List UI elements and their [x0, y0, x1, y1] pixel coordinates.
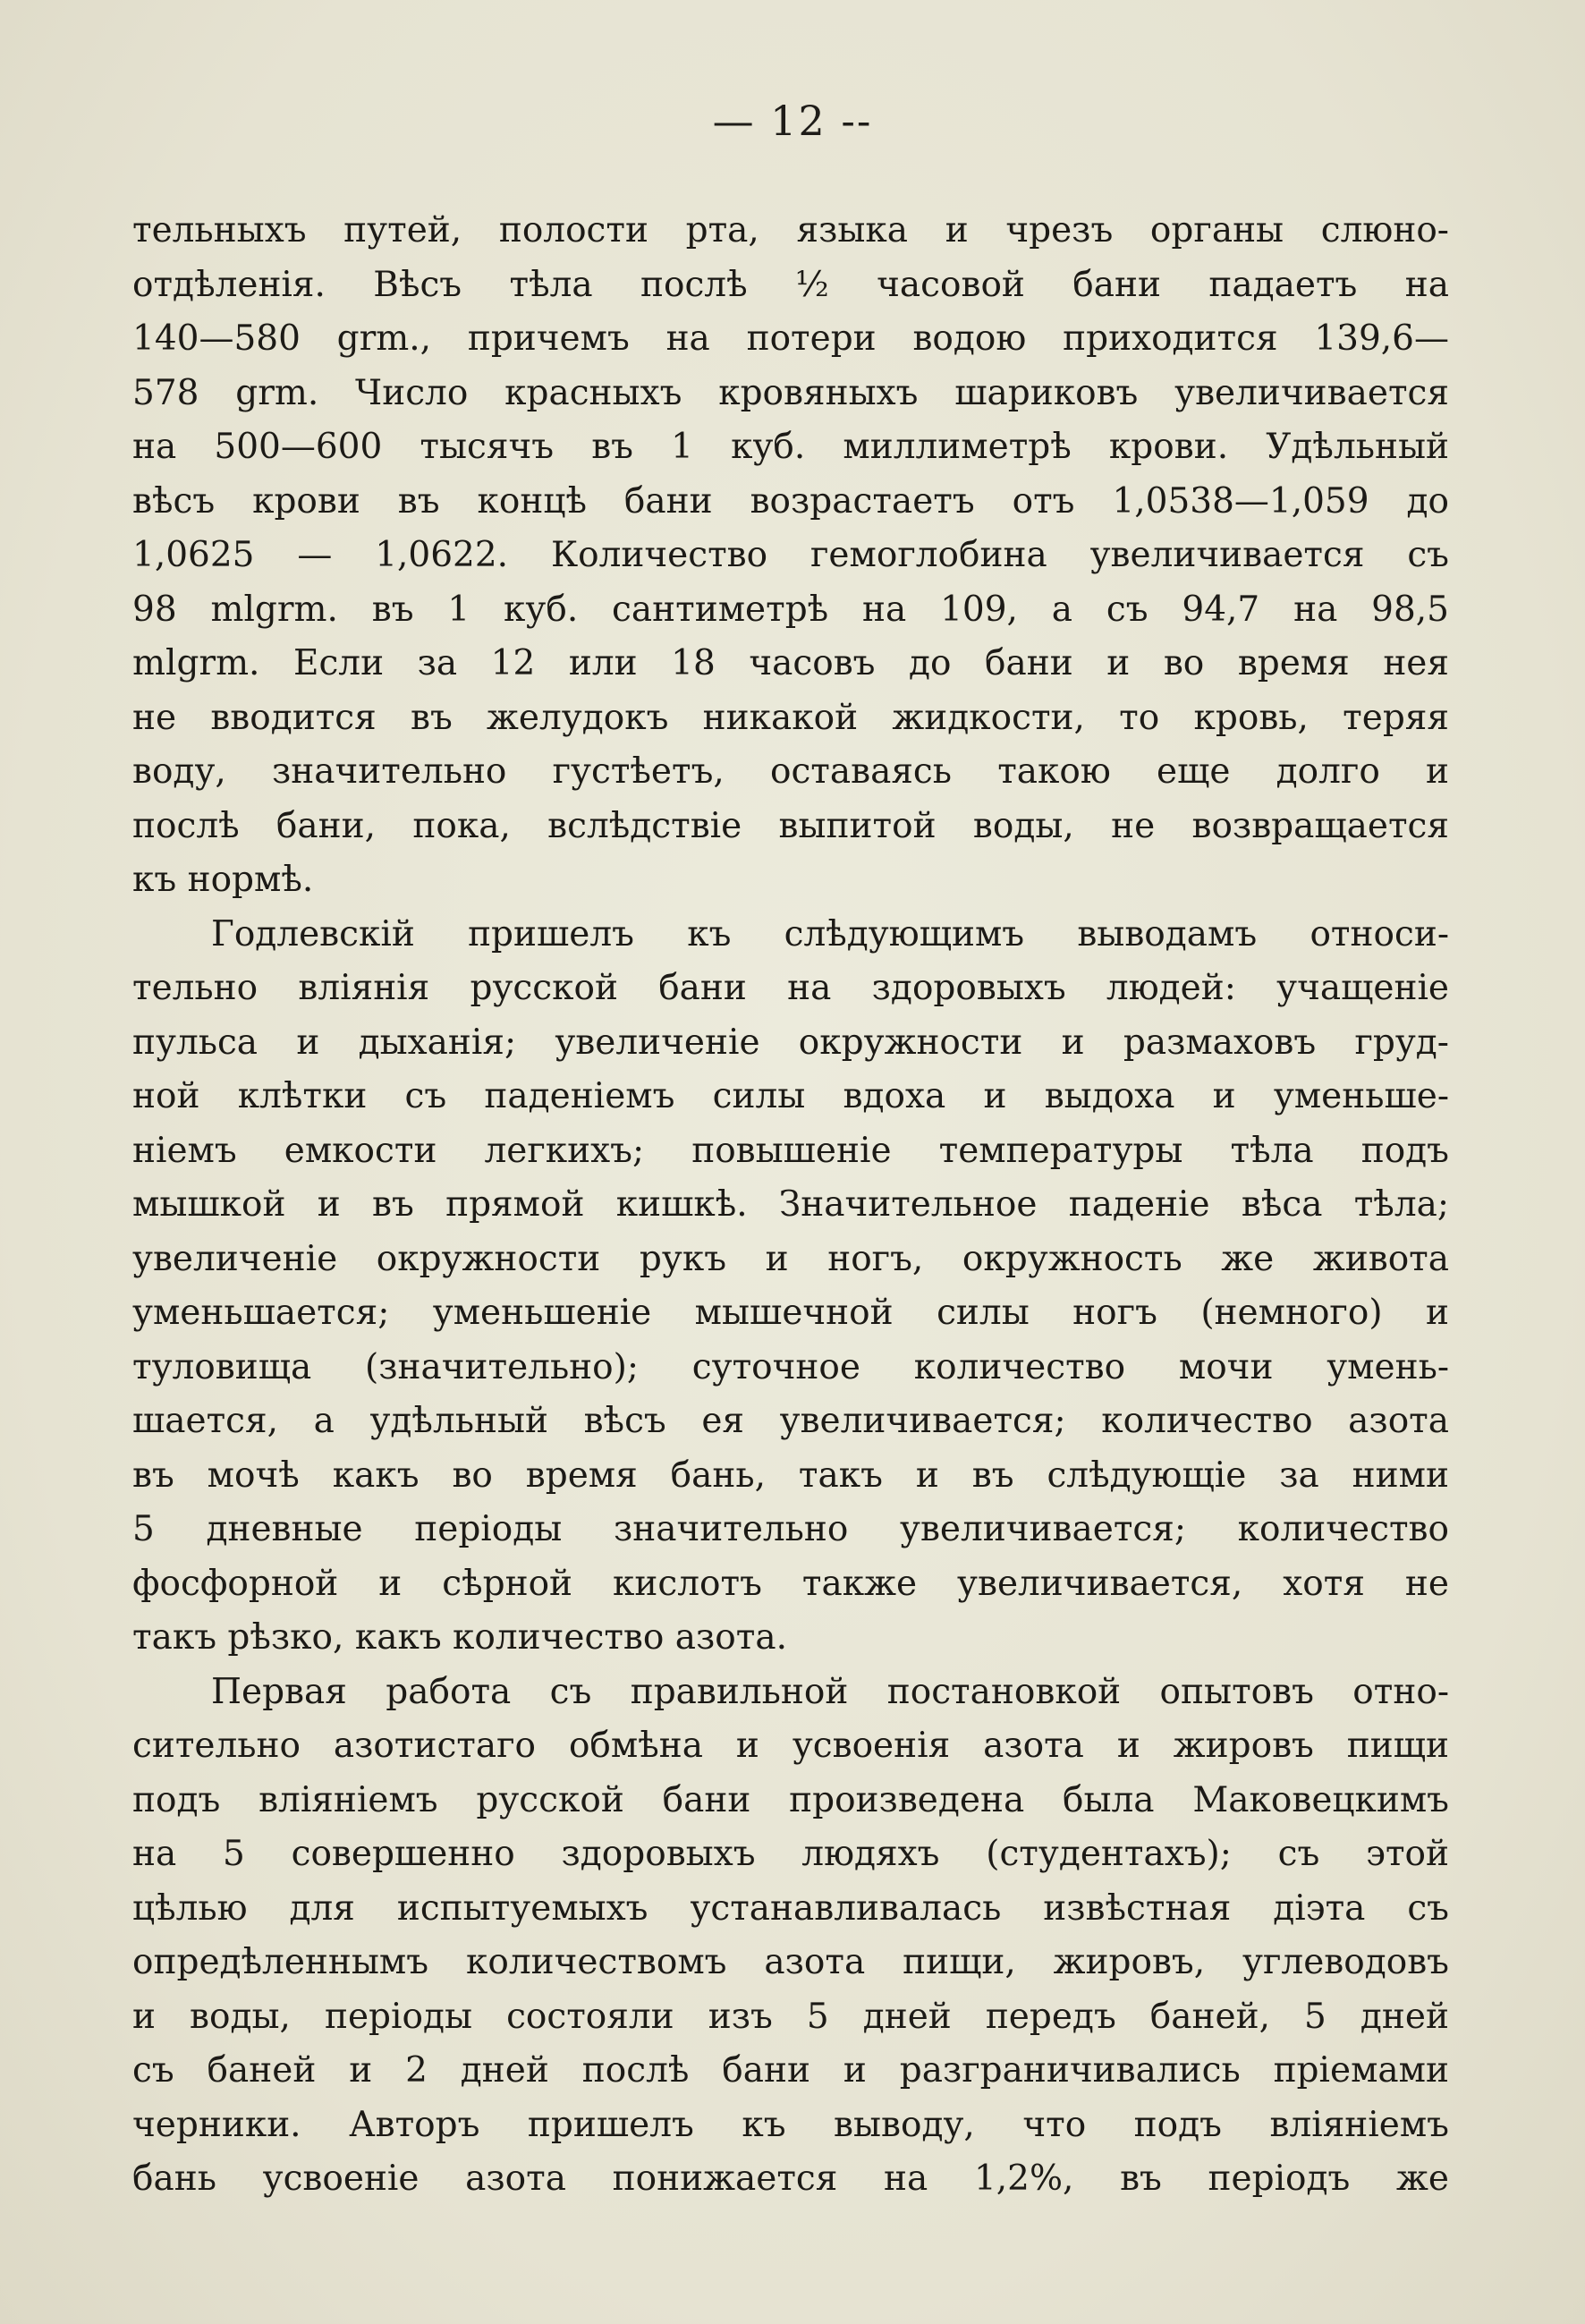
text-line: бань усвоеніе азота понижается на 1,2%, въ періодъ же — [132, 2159, 1449, 2199]
text-line: ной клѣтки съ паденіемъ силы вдоха и выдоха и уменьше- — [132, 1076, 1449, 1116]
text-line: сительно азотистаго обмѣна и усвоенія азота и жировъ пищи — [132, 1726, 1449, 1766]
text-line: и воды, періоды состояли изъ 5 дней передъ баней, 5 дней — [132, 1996, 1449, 2037]
paragraph-1 — [132, 204, 1449, 908]
text-line: ніемъ емкости легкихъ; повышеніе температуры тѣла подъ — [132, 1130, 1449, 1171]
text-line: съ баней и 2 дней послѣ бани и разграничивались пріемами — [132, 2050, 1449, 2091]
text-line: на 5 совершенно здоровыхъ людяхъ (студентахъ); съ этой — [132, 1834, 1449, 1874]
text-line: такъ рѣзко, какъ количество азота. — [132, 1617, 787, 1658]
text-line: mlgrm. Если за 12 или 18 часовъ до бани и во время нея — [132, 643, 1449, 683]
text-line: въ мочѣ какъ во время бань, такъ и въ слѣдующіе за ними — [132, 1455, 1449, 1496]
text-line: Первая работа съ правильной постановкой опытовъ отно- — [211, 1671, 1449, 1712]
text-line: отдѣленія. Вѣсъ тѣла послѣ ½ часовой бани падаетъ на — [132, 264, 1449, 305]
text-line: пульса и дыханія; увеличеніе окружности и размаховъ груд- — [132, 1022, 1449, 1063]
text-line: уменьшается; уменьшеніе мышечной силы ногъ (немного) и — [132, 1293, 1449, 1333]
page-number: — 12 -- — [712, 97, 873, 145]
text-line: 140—580 grm., причемъ на потери водою приходится 139,6— — [132, 318, 1449, 359]
text-line: тельно вліянія русской бани на здоровыхъ людей: учащеніе — [132, 968, 1449, 1008]
text-line: черники. Авторъ пришелъ къ выводу, что подъ вліяніемъ — [132, 2104, 1449, 2145]
paragraph-3 — [132, 1666, 1449, 2207]
text-line: 1,0625 — 1,0622. Количество гемоглобина увеличивается съ — [132, 535, 1449, 575]
text-line: послѣ бани, пока, вслѣдствіе выпитой воды, не возвращается — [132, 805, 1449, 846]
text-line: туловища (значительно); суточное количество мочи умень- — [132, 1346, 1449, 1387]
text-line: тельныхъ путей, полости рта, языка и чрезъ органы слюно- — [132, 210, 1449, 250]
text-line: воду, значительно густѣетъ, оставаясь такою еще долго и — [132, 751, 1449, 792]
text-line: увеличеніе окружности рукъ и ногъ, окружность же живота — [132, 1238, 1449, 1279]
text-line: не вводится въ желудокъ никакой жидкости, то кровь, теряя — [132, 697, 1449, 738]
text-line: вѣсъ крови въ концѣ бани возрастаетъ отъ 1,0538—1,059 до — [132, 480, 1449, 522]
text-line: цѣлью для испытуемыхъ устанавливалась извѣстная діэта съ — [132, 1887, 1449, 1929]
text-line: 98 mlgrm. въ 1 куб. сантиметрѣ на 109, а съ 94,7 на 98,5 — [132, 589, 1449, 630]
text-line: 5 дневные періоды значительно увеличивается; количество — [132, 1509, 1449, 1549]
text-line: подъ вліяніемъ русской бани произведена была Маковецкимъ — [132, 1779, 1449, 1820]
text-line: мышкой и въ прямой кишкѣ. Значительное паденіе вѣса тѣла; — [132, 1184, 1449, 1225]
text-line: опредѣленнымъ количествомъ азота пищи, жировъ, углеводовъ — [132, 1942, 1449, 1982]
text-line: Годлевскій пришелъ къ слѣдующимъ выводамъ относи- — [211, 913, 1449, 954]
text-line: фосфорной и сѣрной кислотъ также увеличивается, хотя не — [132, 1563, 1449, 1604]
paragraph-2 — [132, 908, 1449, 1666]
text-line: къ нормѣ. — [132, 860, 314, 900]
text-line: на 500—600 тысячъ въ 1 куб. миллиметрѣ крови. Удѣльный — [132, 427, 1449, 467]
body-text — [132, 204, 1449, 2207]
text-line: 578 grm. Число красныхъ кровяныхъ шариковъ увеличивается — [132, 372, 1449, 413]
text-line: шается, а удѣльный вѣсъ ея увеличивается; количество азота — [132, 1401, 1449, 1441]
